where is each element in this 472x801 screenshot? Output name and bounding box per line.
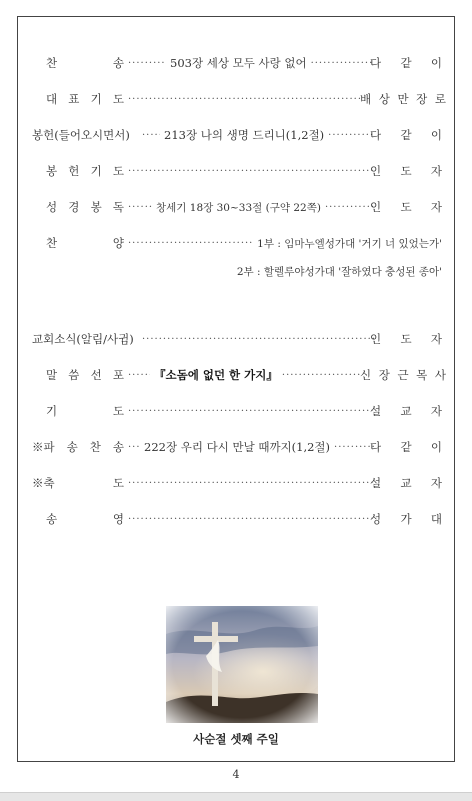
- order-leader: 인 도 자: [370, 164, 442, 178]
- order-label: 대 표 기 도: [46, 92, 124, 106]
- order-row-hymn: [18, 53, 456, 73]
- order-detail: [128, 55, 374, 71]
- order-leader: 인 도 자: [370, 200, 442, 214]
- detail-text: 창세기 18장 30~33절 (구약 22쪽): [156, 201, 321, 214]
- order-label: 찬 송: [46, 56, 124, 70]
- order-detail: [128, 406, 374, 417]
- order-detail: [128, 94, 360, 105]
- order-leader: 신 장 근 목 사: [360, 368, 446, 382]
- order-leader: 다 같 이: [370, 56, 442, 70]
- order-detail: [142, 127, 374, 143]
- order-leader: 다 같 이: [370, 440, 442, 454]
- order-detail: [128, 367, 360, 383]
- order-row-choir-anthem: [18, 233, 456, 253]
- order-leader: 성 가 대: [370, 512, 442, 526]
- order-label: 성 경 봉 독: [46, 200, 124, 214]
- order-row-doxology: [18, 509, 456, 529]
- detail-text-second-service: 2부 : 할렐루야성가대 '잘하였다 충성된 종아': [236, 265, 442, 278]
- order-row-sermon: [18, 365, 456, 385]
- order-leader: 배 상 만 장 로: [360, 92, 446, 106]
- detail-text: 222장 우리 다시 만날 때까지(1,2절): [144, 440, 331, 454]
- order-label: 봉헌(들어오시면서): [32, 128, 130, 142]
- order-row-sending-hymn: [18, 437, 456, 457]
- order-label: 송 영: [46, 512, 124, 526]
- order-detail: [142, 334, 374, 345]
- order-detail: [128, 264, 442, 279]
- order-row-representative-prayer: [18, 89, 456, 109]
- order-label: ※축 도: [32, 476, 124, 490]
- order-detail: [128, 200, 374, 215]
- caption: 사순절 셋째 주일: [193, 732, 279, 746]
- order-label: 찬 양: [46, 236, 124, 250]
- order-detail: [128, 166, 374, 177]
- order-row-offering: [18, 125, 456, 145]
- page-number: 4: [232, 768, 240, 781]
- order-label: 교회소식(알림/사귐): [32, 332, 134, 346]
- order-label: ※파 송 찬 송: [32, 440, 124, 454]
- order-detail: [128, 236, 442, 251]
- order-label: 말 씀 선 포: [46, 368, 124, 382]
- order-leader: 다 같 이: [370, 128, 442, 142]
- order-detail: [128, 478, 374, 489]
- order-leader: 인 도 자: [370, 332, 442, 346]
- order-row-scripture-reading: [18, 197, 456, 217]
- order-detail: [128, 514, 374, 525]
- detail-text: 503장 세상 모두 사랑 없어: [170, 56, 307, 70]
- sermon-title: 『소돔에 없던 한 가지』: [154, 368, 278, 382]
- order-leader: 설 교 자: [370, 476, 442, 490]
- order-row-church-news: [18, 329, 456, 349]
- detail-text-first-service: 1부 : 임마누엘성가대 '거기 너 있었는가': [257, 237, 442, 250]
- cross-image: [166, 606, 318, 723]
- order-row-choir-anthem-second: [18, 261, 456, 281]
- order-row-prayer: [18, 401, 456, 421]
- order-row-offering-prayer: [18, 161, 456, 181]
- order-label: 봉 헌 기 도: [46, 164, 124, 178]
- detail-text: 213장 나의 생명 드리니(1,2절): [164, 128, 325, 142]
- order-detail: [128, 439, 374, 455]
- order-row-benediction: [18, 473, 456, 493]
- order-leader: 설 교 자: [370, 404, 442, 418]
- order-label: 기 도: [46, 404, 124, 418]
